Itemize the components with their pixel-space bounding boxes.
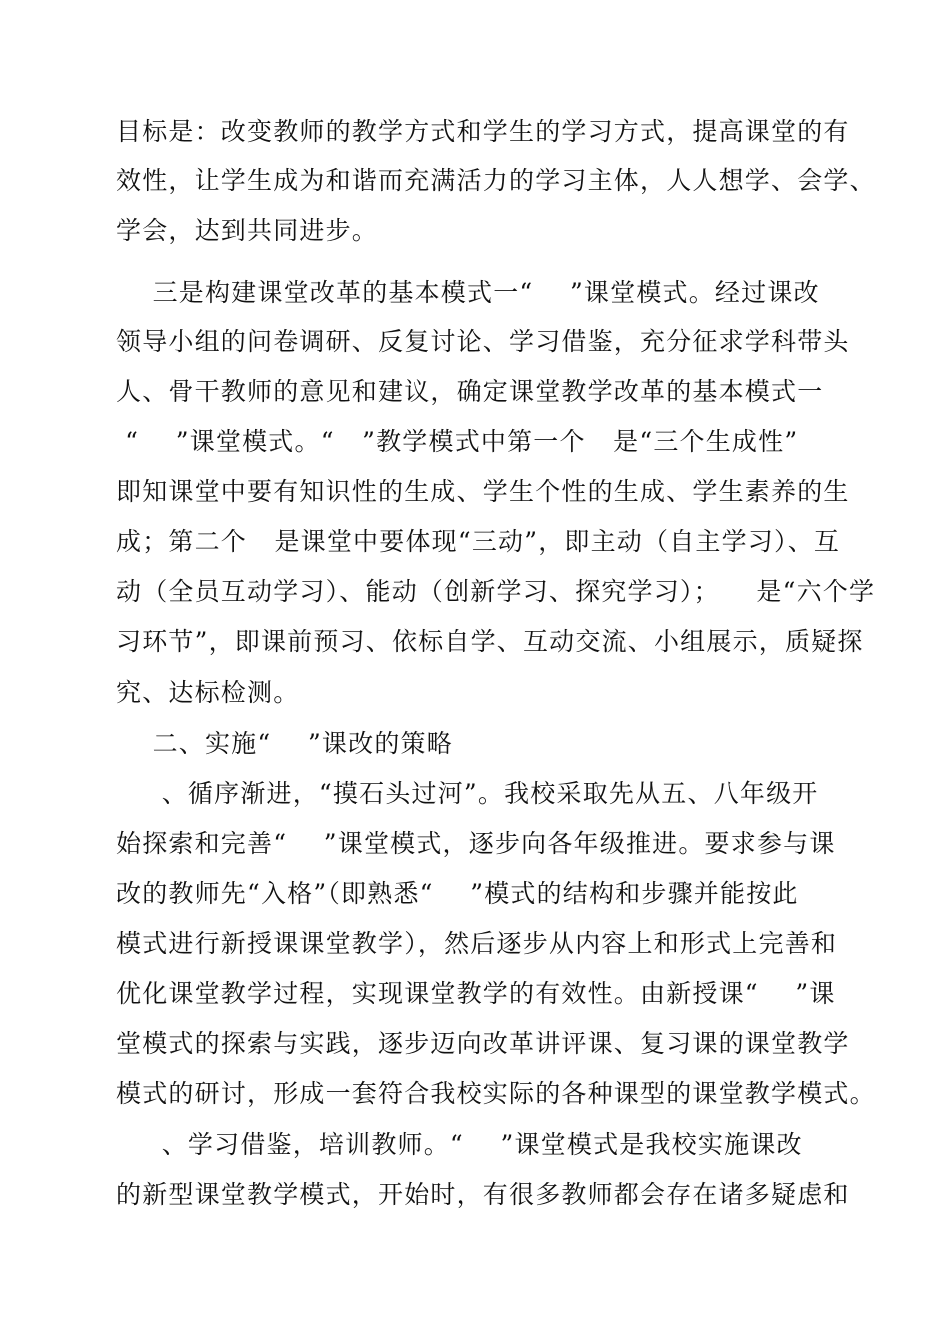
text-line-15: 始探索和完善“ ”课堂模式，逐步向各年级推进。要求参与课 xyxy=(116,829,836,858)
text-line-6: 人、骨干教师的意见和建议，确定课堂教学改革的基本模式一 xyxy=(116,377,824,406)
text-line-11: 习环节”，即课前预习、依标自学、互动交流、小组展示，质疑探 xyxy=(116,627,864,656)
text-line-10: 动（全员互动学习）、能动（创新学习、探究学习）； 是“六个学 xyxy=(116,577,876,606)
text-line-9: 成；第二个 是课堂中要体现“三动”，即主动（自主学习）、互 xyxy=(116,527,841,556)
text-line-21: 、学习借鉴，培训教师。“ ”课堂模式是我校实施课改 xyxy=(116,1130,803,1159)
section-heading: 二、实施“ ”课改的策略 xyxy=(116,729,453,758)
text-line-16: 改的教师先“入格”（即熟悉“ ”模式的结构和步骤并能按此 xyxy=(116,879,799,908)
text-line-14: 、循序渐进，“摸石头过河”。我校采取先从五、八年级开 xyxy=(116,779,819,808)
text-line-22: 的新型课堂教学模式，开始时，有很多教师都会存在诸多疑虑和 xyxy=(116,1180,850,1209)
text-line-17: 模式进行新授课课堂教学），然后逐步从内容上和形式上完善和 xyxy=(116,929,838,958)
text-line-8: 即知课堂中要有知识性的生成、学生个性的生成、学生素养的生 xyxy=(116,477,850,506)
text-line-20: 模式的研讨，形成一套符合我校实际的各种课型的课堂教学模式。 xyxy=(116,1079,876,1108)
text-line-1: 目标是：改变教师的教学方式和学生的学习方式，提高课堂的有 xyxy=(116,117,850,146)
text-line-7: “ ”课堂模式。“ ”教学模式中第一个 是“三个生成性” xyxy=(116,427,799,456)
text-line-19: 堂模式的探索与实践，逐步迈向改革讲评课、复习课的课堂教学 xyxy=(116,1029,850,1058)
text-line-2: 效性，让学生成为和谐而充满活力的学习主体，人人想学、会学、 xyxy=(116,166,876,195)
text-line-12: 究、达标检测。 xyxy=(116,678,300,707)
text-line-18: 优化课堂教学过程，实现课堂教学的有效性。由新授课“ ”课 xyxy=(116,979,836,1008)
text-line-3: 学会，达到共同进步。 xyxy=(116,216,379,245)
text-line-5: 领导小组的问卷调研、反复讨论、学习借鉴，充分征求学科带头 xyxy=(116,327,850,356)
text-line-4: 三是构建课堂改革的基本模式一“ ”课堂模式。经过课改 xyxy=(116,278,820,307)
